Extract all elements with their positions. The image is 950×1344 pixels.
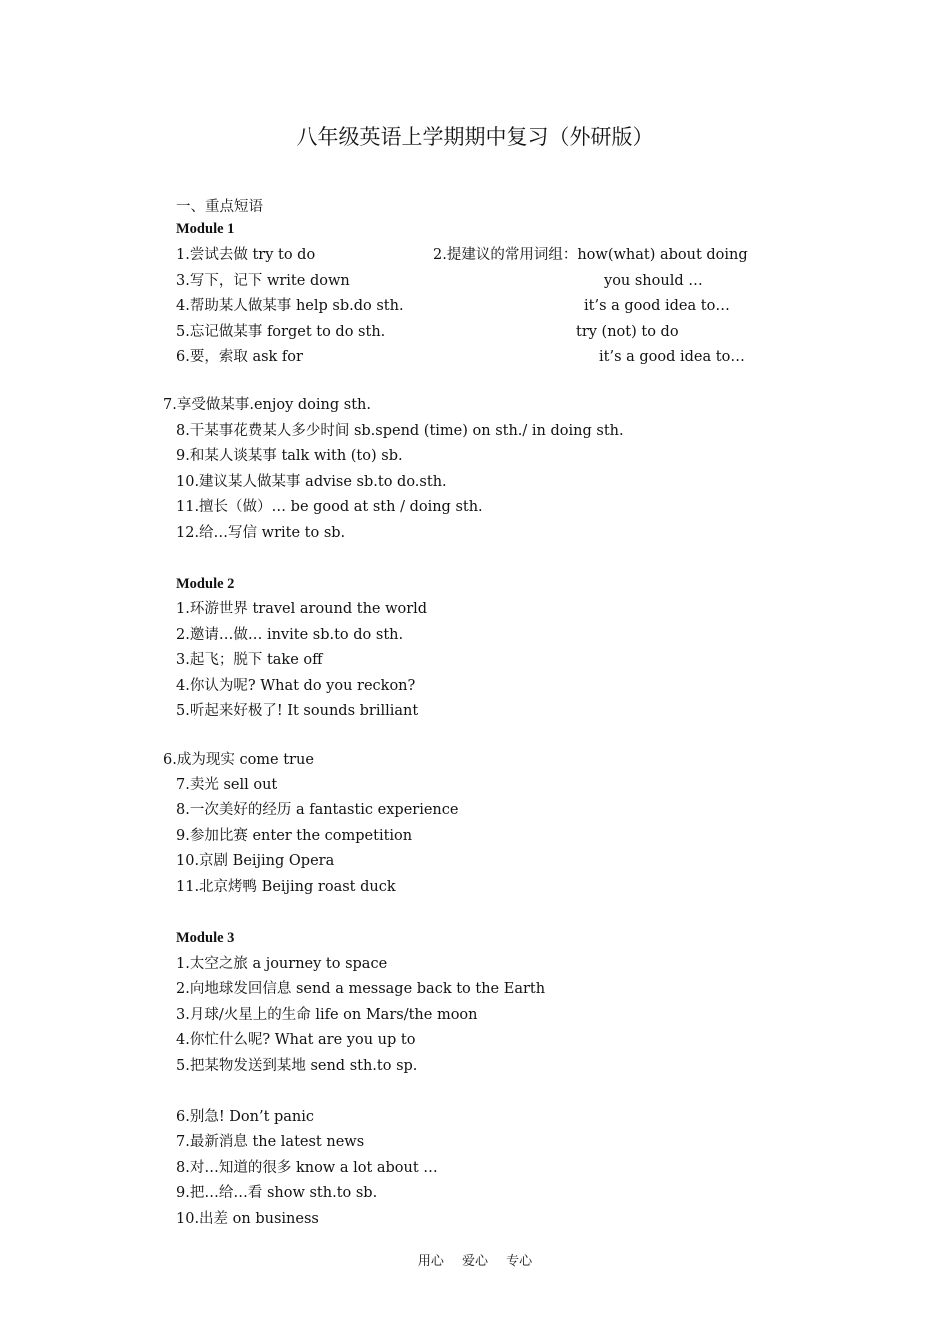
list-item: 4.你忙什么呢? What are you up to <box>176 1032 416 1048</box>
list-item: 8.对…知道的很多 know a lot about … <box>176 1160 438 1176</box>
list-item: 10.出差 on business <box>176 1211 319 1227</box>
list-item: 1.环游世界 travel around the world <box>176 601 428 617</box>
list-item: 2.邀请…做… invite sb.to do sth. <box>176 627 404 643</box>
module-1-heading: Module 1 <box>176 221 235 237</box>
suggestion-item: 2.提建议的常用词组：how(what) about doing <box>433 247 748 263</box>
list-item: 12.给…写信 write to sb. <box>176 525 346 541</box>
list-item: 10.京剧 Beijing Opera <box>176 853 335 869</box>
list-item: 3.写下，记下 write down <box>176 273 350 289</box>
section-heading: 一、重点短语 <box>176 199 263 215</box>
suggestion-item: it’s a good idea to… <box>599 349 745 365</box>
list-item: 8.一次美好的经历 a fantastic experience <box>176 802 459 818</box>
module-2-heading: Module 2 <box>176 576 235 592</box>
list-item: 6.要，索取 ask for <box>176 349 303 365</box>
module-3-heading: Module 3 <box>176 930 235 946</box>
list-item: 5.听起来好极了! It sounds brilliant <box>176 703 419 719</box>
list-item: 9.把…给…看 show sth.to sb. <box>176 1185 378 1201</box>
list-item: 6.成为现实 come true <box>163 752 314 768</box>
list-item: 5.忘记做某事 forget to do sth. <box>176 324 386 340</box>
list-item: 1.尝试去做 try to do <box>176 247 316 263</box>
suggestion-item: you should … <box>604 273 703 289</box>
list-item: 1.太空之旅 a journey to space <box>176 956 388 972</box>
list-item: 6.别急! Don’t panic <box>176 1109 315 1125</box>
list-item: 4.你认为呢? What do you reckon? <box>176 678 416 694</box>
suggestion-item: it’s a good idea to… <box>584 298 730 314</box>
page-title: 八年级英语上学期期中复习（外研版） <box>296 125 654 149</box>
list-item: 4.帮助某人做某事 help sb.do sth. <box>176 298 404 314</box>
list-item: 11.擅长（做）… be good at sth / doing sth. <box>176 499 483 515</box>
list-item: 10.建议某人做某事 advise sb.to do.sth. <box>176 474 447 490</box>
list-item: 7.享受做某事.enjoy doing sth. <box>163 397 371 413</box>
list-item: 2.向地球发回信息 send a message back to the Earth <box>176 981 546 997</box>
list-item: 7.卖光 sell out <box>176 777 278 793</box>
list-item: 9.参加比赛 enter the competition <box>176 828 413 844</box>
list-item: 9.和某人谈某事 talk with (to) sb. <box>176 448 403 464</box>
list-item: 11.北京烤鸭 Beijing roast duck <box>176 879 396 895</box>
suggestion-item: try (not) to do <box>576 324 679 340</box>
list-item: 3.月球/火星上的生命 life on Mars/the moon <box>176 1007 478 1023</box>
list-item: 3.起飞；脱下 take off <box>176 652 323 668</box>
list-item: 8.干某事花费某人多少时间 sb.spend (time) on sth./ in doing sth. <box>176 423 624 439</box>
page-footer: 用心 爱心 专心 <box>417 1254 533 1269</box>
list-item: 7.最新消息 the latest news <box>176 1134 365 1150</box>
list-item: 5.把某物发送到某地 send sth.to sp. <box>176 1058 418 1074</box>
